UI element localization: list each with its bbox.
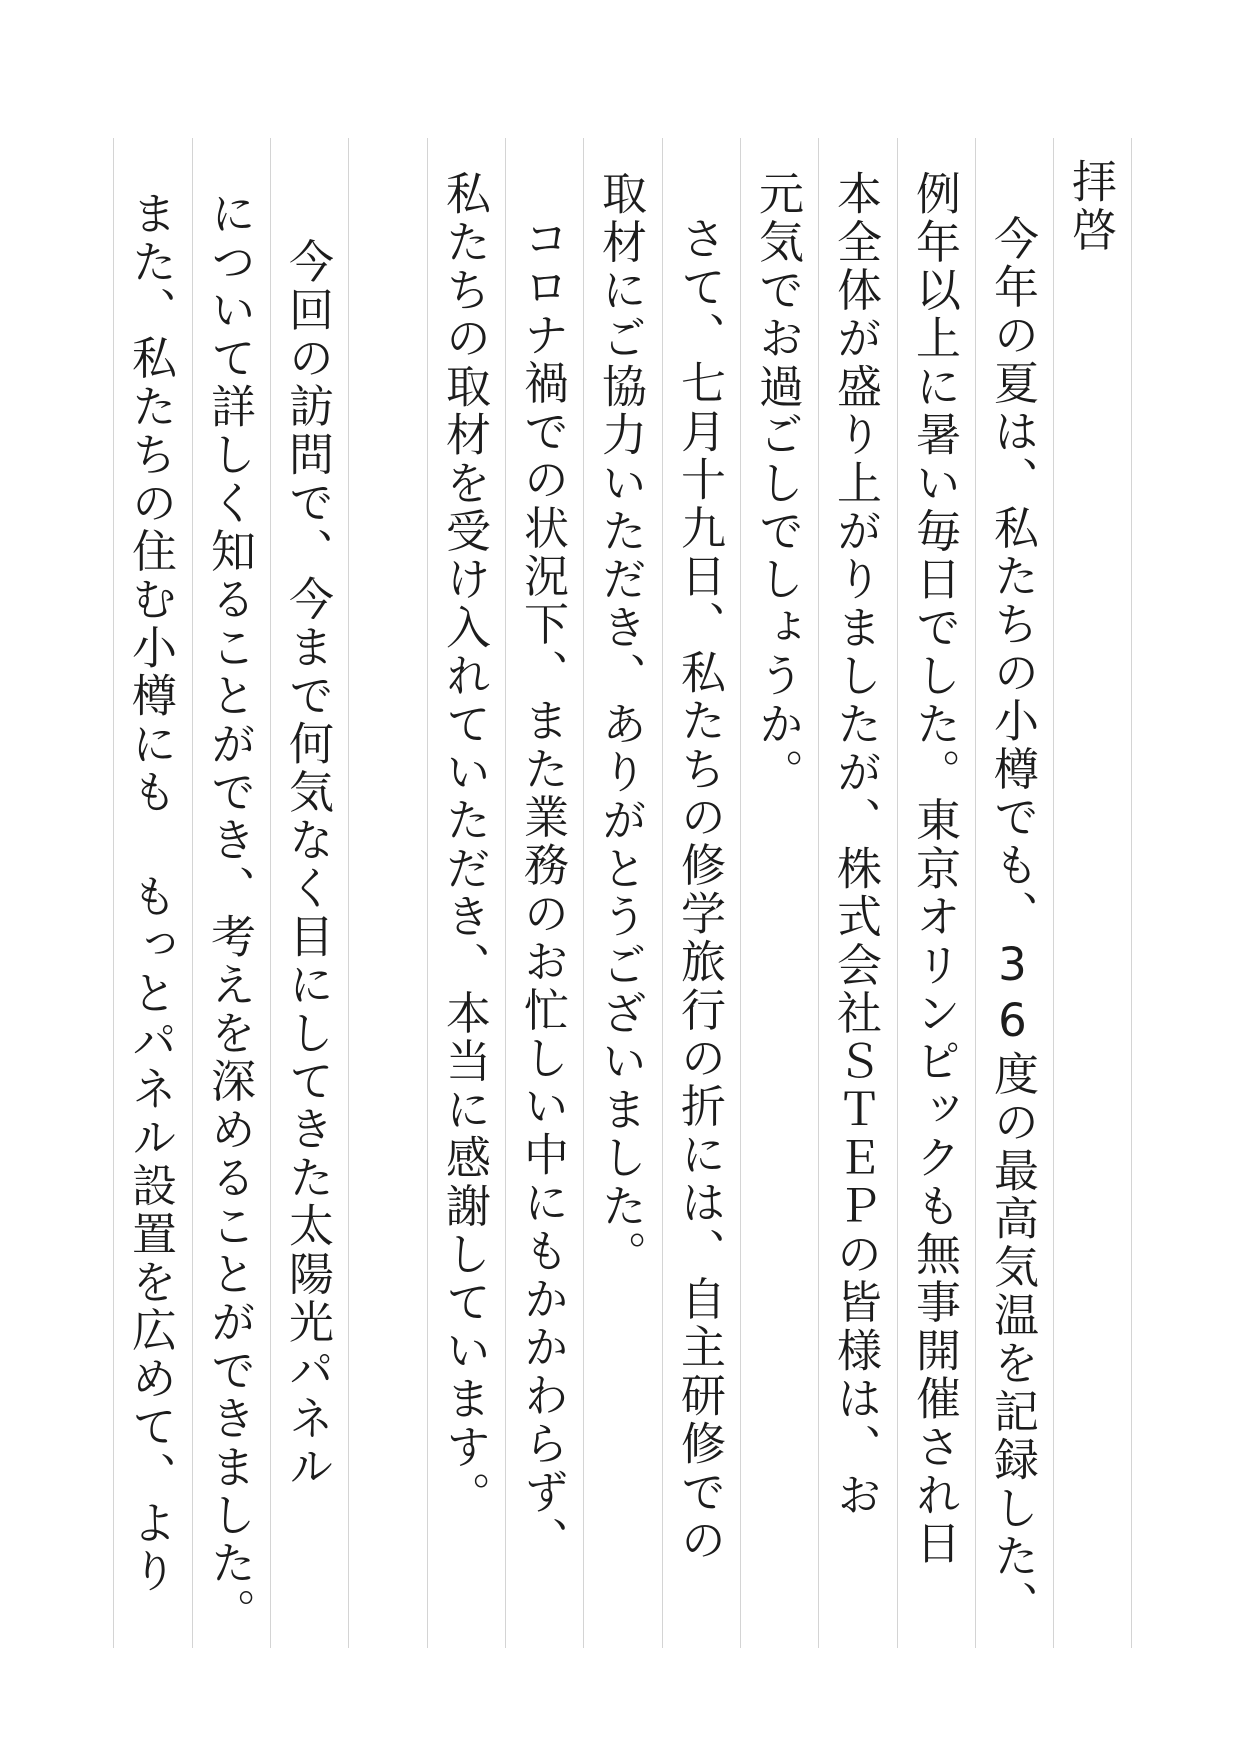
letter-line: さて、七月十九日、私たちの修学旅行の折には、自主研修での: [673, 215, 726, 1565]
column-rule: [740, 138, 741, 1648]
letter-line: について詳しく知ることができ、考えを深めることができました。: [203, 190, 256, 1636]
letter-line: 元気でお過ごしでしょうか。: [751, 170, 804, 797]
column-rule: [505, 138, 506, 1648]
column-rule: [427, 138, 428, 1648]
column-rule: [1131, 138, 1132, 1648]
letter-line: 今年の夏は、私たちの小樽でも、36度の最高気温を記録した、: [986, 215, 1039, 1629]
column-rule: [662, 138, 663, 1648]
column-rule: [583, 138, 584, 1648]
column-rule: [192, 138, 193, 1648]
column-rule: [270, 138, 271, 1648]
letter-line: 取材にご協力いただき、ありがとうございました。: [594, 170, 647, 1279]
letter-line: 例年以上に暑い毎日でした。東京オリンピックも無事開催され日: [908, 170, 961, 1568]
column-rule: [975, 138, 976, 1648]
letter-line: コロナ禍での状況下、また業務のお忙しい中にもかかわらず、: [516, 215, 569, 1565]
letter-line: 今回の訪問で、今まで何気なく目にしてきた太陽光パネル: [281, 238, 334, 1492]
column-rule: [348, 138, 349, 1648]
salutation: 拝啓: [1064, 158, 1117, 255]
column-rule: [1053, 138, 1054, 1648]
letter-line: また、私たちの住む小樽にも もっとパネル設置を広めて、より: [124, 190, 177, 1596]
letter-line: 私たちの取材を受け入れていただき、本当に感謝しています。: [438, 170, 491, 1520]
column-rule: [897, 138, 898, 1648]
column-rule: [818, 138, 819, 1648]
column-rule: [113, 138, 114, 1648]
letter-line: 本全体が盛り上がりましたが、株式会社ＳＴＥＰの皆様は、お: [829, 170, 882, 1520]
